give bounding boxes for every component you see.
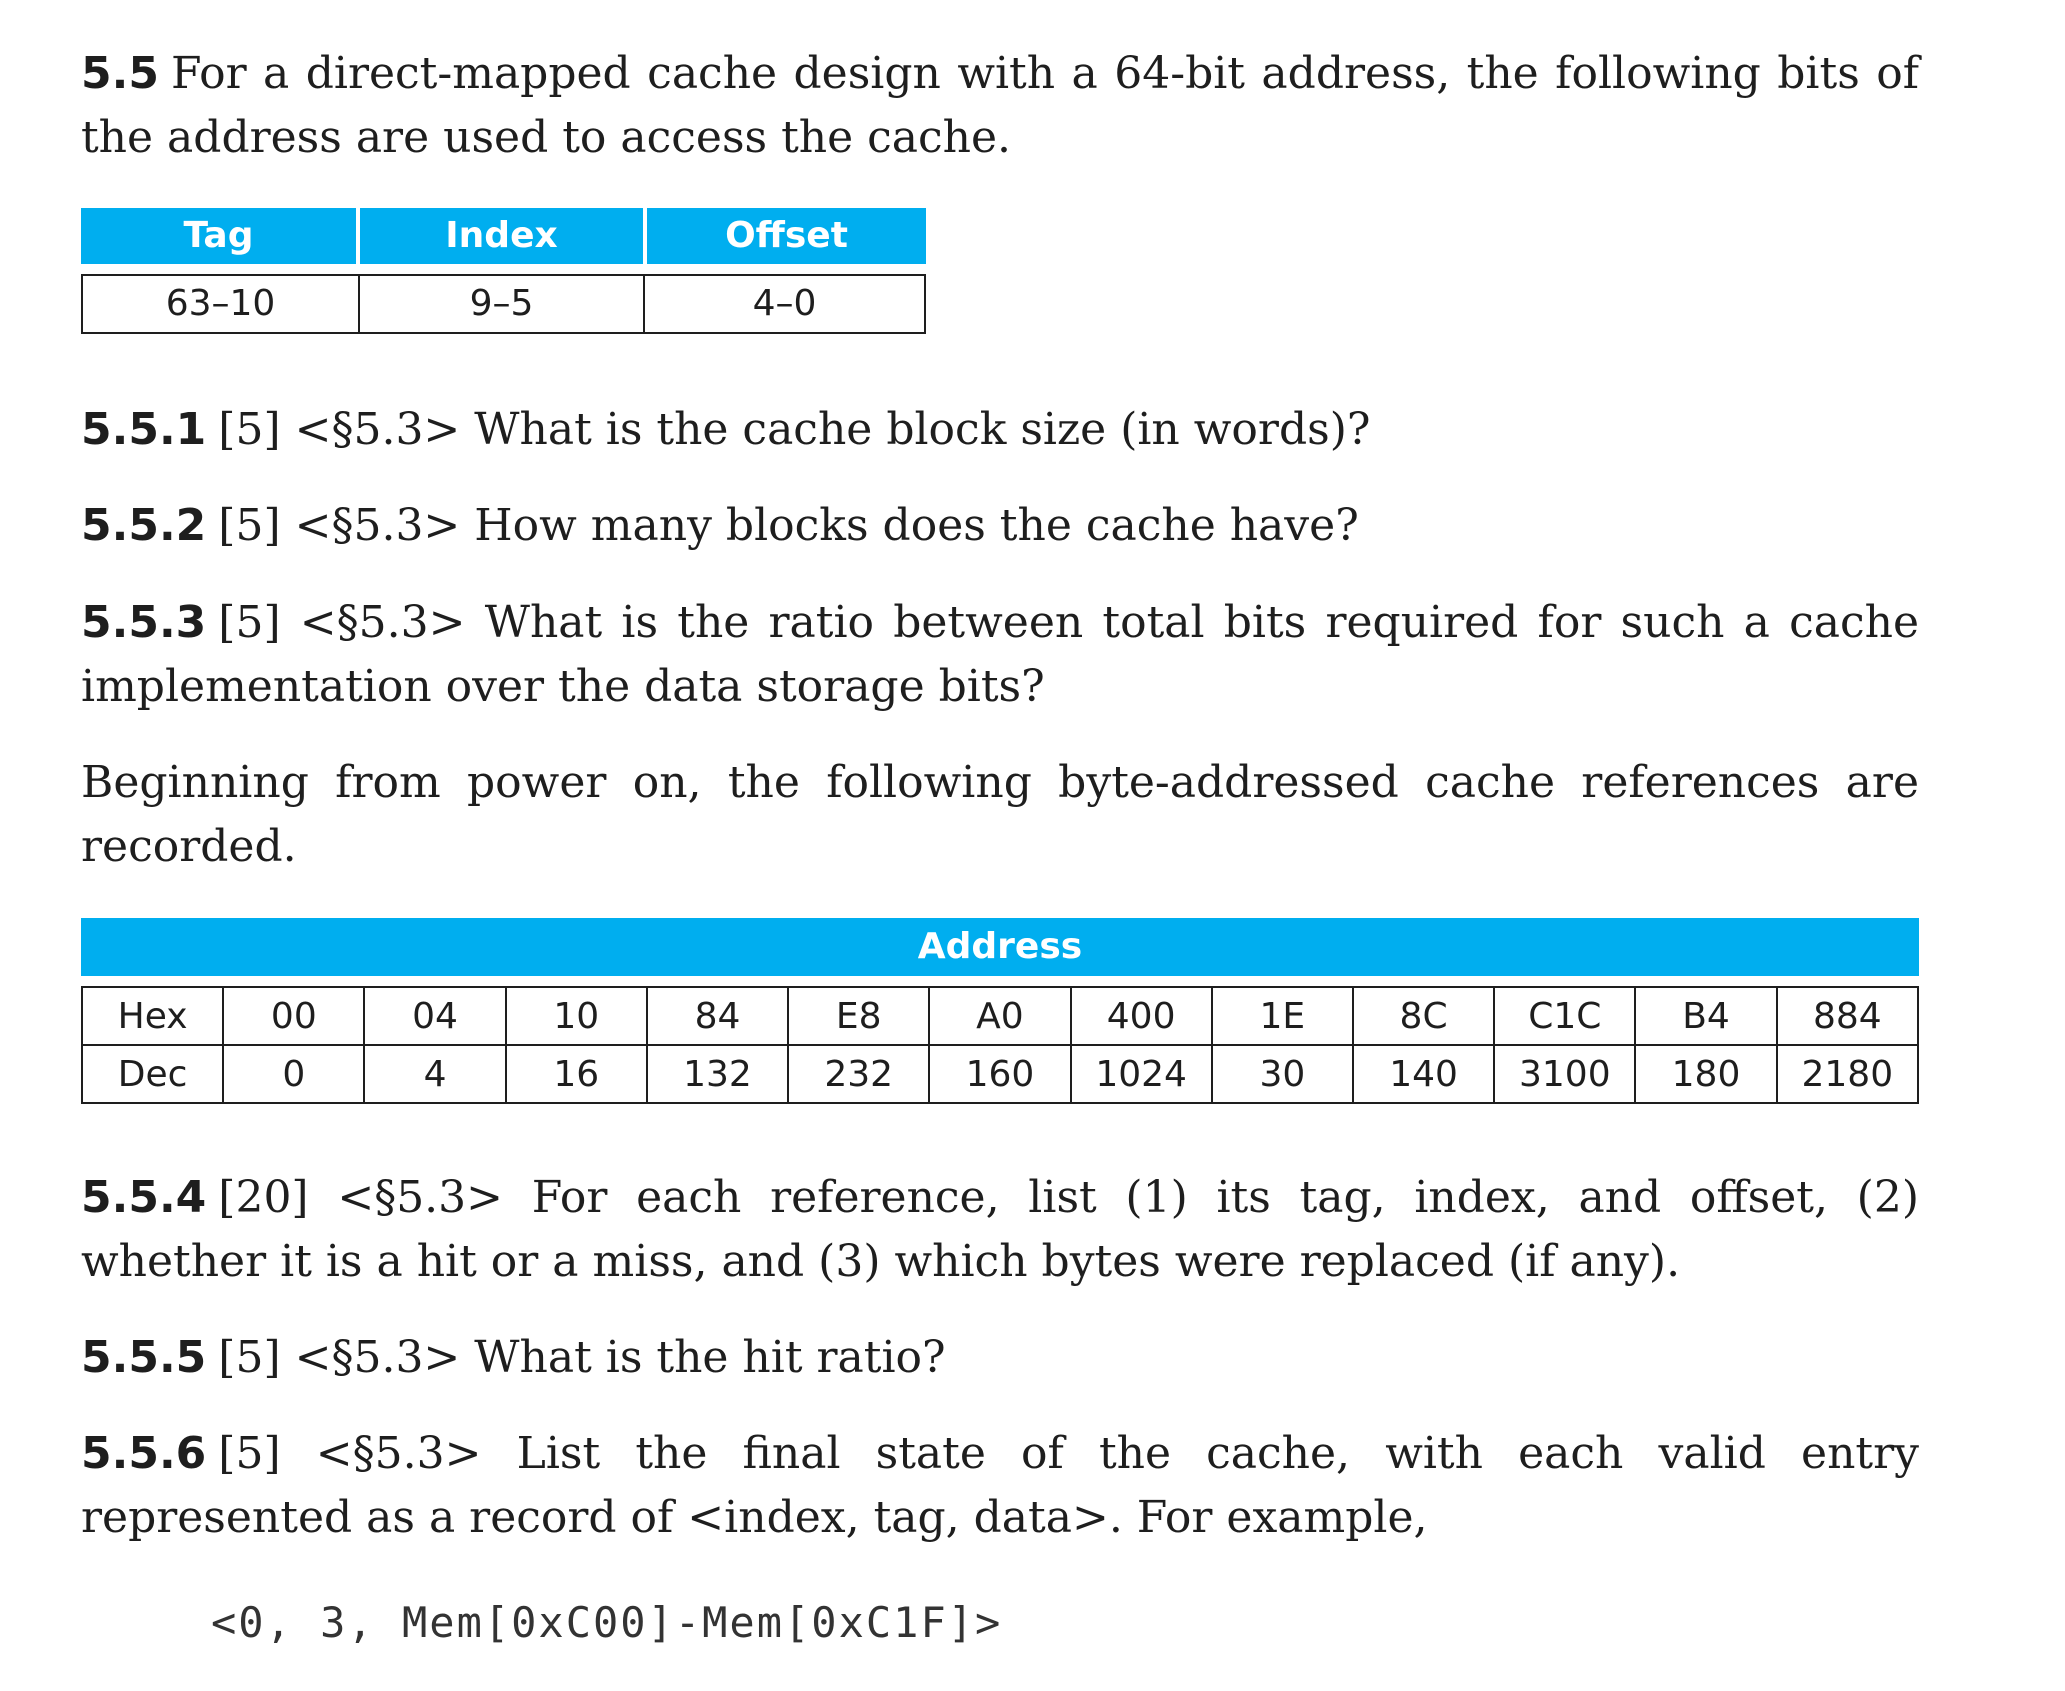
question-5-5-2	[81, 494, 1919, 558]
dec-row	[82, 1045, 1918, 1103]
question-text: [5] <§5.3> What is the ratio between total bits required for such a cache implementation over the data storage bits?	[81, 597, 1919, 712]
address-header: Address	[81, 918, 1919, 976]
header-index: Index	[360, 208, 643, 264]
question-5-5-1	[81, 398, 1919, 462]
address-table	[81, 918, 1919, 1104]
dec-cell: 132	[647, 1045, 788, 1103]
question-5-5-4	[81, 1166, 1919, 1294]
problem-text: For a direct-mapped cache design with a 64-bit address, the following bits of the address are used to access the cache.	[81, 48, 1919, 163]
dec-cell: 16	[506, 1045, 647, 1103]
question-number: 5.5.6	[81, 1428, 207, 1479]
question-text: [5] <§5.3> How many blocks does the cache have?	[218, 500, 1359, 551]
question-5-5-5	[81, 1326, 1919, 1390]
dec-label: Dec	[82, 1045, 223, 1103]
dec-cell: 180	[1635, 1045, 1776, 1103]
hex-cell: E8	[788, 987, 929, 1045]
address-bits-table	[81, 208, 926, 334]
question-number: 5.5.1	[81, 404, 207, 455]
question-5-5-6	[81, 1422, 1919, 1550]
intro-paragraph: Beginning from power on, the following byte-addressed cache references are recorded.	[81, 757, 1919, 872]
hex-cell: A0	[929, 987, 1070, 1045]
address-grid	[81, 986, 1919, 1104]
question-number: 5.5.3	[81, 597, 207, 648]
question-text: [5] <§5.3> List the final state of the cache, with each valid entry represented as a record of <index, tag, data>. For example,	[81, 1428, 1919, 1543]
header-tag: Tag	[81, 208, 356, 264]
dec-cell: 1024	[1071, 1045, 1212, 1103]
tag-bits: 63–10	[83, 276, 360, 332]
hex-row	[82, 987, 1918, 1045]
dec-cell: 3100	[1494, 1045, 1635, 1103]
question-number: 5.5.5	[81, 1332, 207, 1383]
hex-cell: 884	[1777, 987, 1918, 1045]
dec-cell: 4	[364, 1045, 505, 1103]
dec-cell: 30	[1212, 1045, 1353, 1103]
bits-header-row	[81, 208, 926, 264]
dec-cell: 140	[1353, 1045, 1494, 1103]
hex-label: Hex	[82, 987, 223, 1045]
hex-cell: 84	[647, 987, 788, 1045]
question-text: [5] <§5.3> What is the hit ratio?	[218, 1332, 946, 1383]
hex-cell: B4	[1635, 987, 1776, 1045]
question-number: 5.5.2	[81, 500, 207, 551]
dec-cell: 160	[929, 1045, 1070, 1103]
question-5-5-3	[81, 591, 1919, 719]
hex-cell: C1C	[1494, 987, 1635, 1045]
problem-statement	[81, 42, 1919, 170]
question-text: [20] <§5.3> For each reference, list (1) its tag, index, and offset, (2) whether it is a hit or a miss, and (3) which bytes were replaced (if any).	[81, 1172, 1919, 1287]
hex-cell: 1E	[1212, 987, 1353, 1045]
problem-number: 5.5	[81, 48, 159, 99]
hex-cell: 8C	[1353, 987, 1494, 1045]
question-number: 5.5.4	[81, 1172, 207, 1223]
hex-cell: 10	[506, 987, 647, 1045]
index-bits: 9–5	[360, 276, 645, 332]
hex-cell: 04	[364, 987, 505, 1045]
question-text: [5] <§5.3> What is the cache block size (in words)?	[218, 404, 1371, 455]
bits-value-row	[81, 274, 926, 334]
dec-cell: 0	[223, 1045, 364, 1103]
offset-bits: 4–0	[752, 283, 817, 324]
dec-cell: 2180	[1777, 1045, 1918, 1103]
dec-cell: 232	[788, 1045, 929, 1103]
hex-cell: 00	[223, 987, 364, 1045]
example-record: <0, 3, Mem[0xC00]-Mem[0xC1F]>	[211, 1598, 1003, 1647]
header-offset: Offset	[647, 208, 926, 264]
hex-cell: 400	[1071, 987, 1212, 1045]
